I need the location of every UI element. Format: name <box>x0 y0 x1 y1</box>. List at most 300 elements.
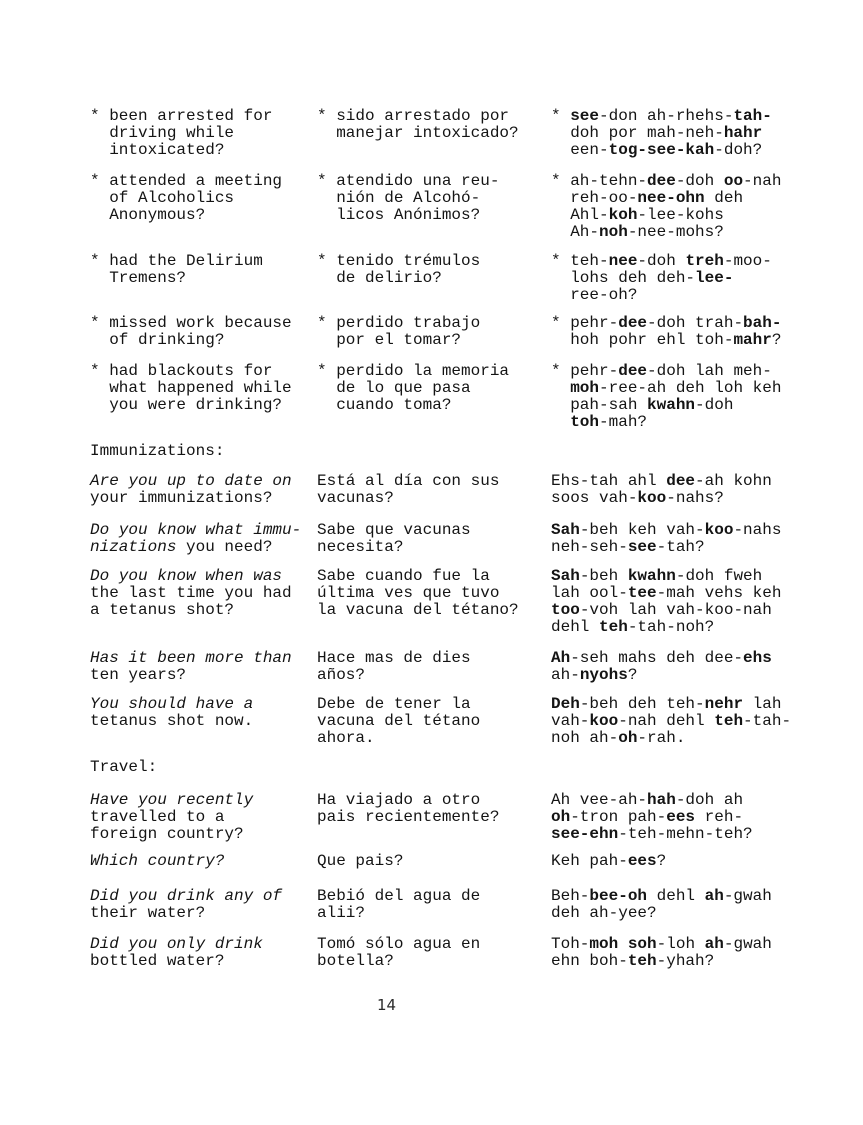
plain-text: nión de Alcohó- <box>336 189 481 207</box>
stressed-syllable: soh <box>627 935 657 953</box>
text-line <box>90 363 317 380</box>
phrase-row <box>90 568 830 636</box>
spanish-cell <box>317 522 551 556</box>
text-line <box>551 397 830 414</box>
text-line <box>317 522 551 539</box>
phrase-row <box>90 792 830 843</box>
text-line <box>317 190 551 207</box>
text-line <box>317 809 551 826</box>
plain-text: Ahl- <box>570 206 609 224</box>
plain-text: een- <box>570 141 609 159</box>
text-line <box>317 585 551 602</box>
pronunciation-cell <box>551 853 830 870</box>
english-cell <box>90 696 317 730</box>
plain-text: Bebió del agua de <box>317 887 481 905</box>
spanish-cell <box>317 363 551 414</box>
stressed-syllable: koo <box>637 489 667 507</box>
text-line <box>90 315 317 332</box>
plain-text: intoxicated? <box>109 141 225 159</box>
plain-text: -rah. <box>637 729 686 747</box>
italic-phrase: nizations <box>90 538 177 556</box>
bullet-indent <box>551 396 570 414</box>
stressed-syllable: ees <box>627 852 657 870</box>
plain-text: ? <box>627 666 638 684</box>
plain-text: vacuna del tétano <box>317 712 481 730</box>
plain-text: Sabe que vacunas <box>317 521 471 539</box>
plain-text: -nahs <box>733 521 782 539</box>
english-cell <box>90 853 317 870</box>
stressed-syllable: see <box>570 107 600 125</box>
plain-text: -doh? <box>714 141 763 159</box>
plain-text: -nahs? <box>666 489 724 507</box>
spanish-cell <box>317 936 551 970</box>
stressed-syllable: lee- <box>695 269 734 287</box>
text-line <box>551 142 830 159</box>
text-line <box>551 490 830 507</box>
italic-phrase: Which country? <box>90 852 225 870</box>
text-line <box>90 713 317 730</box>
phrase-row <box>90 650 830 684</box>
spanish-cell <box>317 696 551 747</box>
plain-text: been arrested for <box>109 107 273 125</box>
text-line <box>551 224 830 241</box>
stressed-syllable: dee <box>618 314 648 332</box>
italic-phrase: Have you recently <box>90 791 254 809</box>
text-line <box>551 792 830 809</box>
plain-text: you need? <box>176 538 273 556</box>
stressed-syllable: oh <box>551 808 571 826</box>
text-line <box>551 473 830 490</box>
text-line <box>317 270 551 287</box>
spanish-cell <box>317 853 551 870</box>
text-line <box>551 173 830 190</box>
stressed-syllable: moh <box>570 379 600 397</box>
italic-phrase: Has it been more than <box>90 649 292 667</box>
plain-text: Ah- <box>570 223 600 241</box>
text-line <box>551 414 830 431</box>
plain-text: your immunizations? <box>90 489 273 507</box>
plain-text: Anonymous? <box>109 206 206 224</box>
text-line <box>317 568 551 585</box>
text-line <box>551 905 830 922</box>
plain-text: -loh <box>656 935 705 953</box>
spanish-cell <box>317 473 551 507</box>
text-line <box>90 173 317 190</box>
plain-text: Tomó sólo agua en <box>317 935 481 953</box>
text-line <box>90 905 317 922</box>
stressed-syllable: treh <box>685 252 724 270</box>
bullet-indent <box>551 206 570 224</box>
plain-text: had the Delirium <box>109 252 263 270</box>
plain-text: -doh <box>695 396 734 414</box>
text-line <box>317 363 551 380</box>
plain-text: ehn boh- <box>551 952 628 970</box>
italic-phrase: Do you know when was <box>90 567 283 585</box>
text-line <box>317 473 551 490</box>
plain-text: pah-sah <box>570 396 648 414</box>
plain-text: hoh pohr ehl toh- <box>570 331 734 349</box>
plain-text: años? <box>317 666 366 684</box>
text-line <box>551 522 830 539</box>
section-header: Travel: <box>90 758 158 776</box>
pronunciation-cell <box>551 473 830 507</box>
bullet-indent <box>317 269 336 287</box>
text-line <box>551 315 830 332</box>
bullet-indent <box>551 124 570 142</box>
plain-text: -nee-mohs? <box>627 223 724 241</box>
bullet-indent <box>317 206 336 224</box>
plain-text: sido arrestado por <box>336 107 510 125</box>
plain-text: -voh lah vah-koo-nah <box>579 601 772 619</box>
stressed-syllable: koo <box>589 712 619 730</box>
bullet-indent <box>317 379 336 397</box>
plain-text: foreign country? <box>90 825 244 843</box>
plain-text: -doh fweh <box>675 567 763 585</box>
plain-text: deh ah-yee? <box>551 904 657 922</box>
stressed-syllable: dee <box>666 472 696 490</box>
plain-text: tetanus shot now. <box>90 712 254 730</box>
plain-text: ah-tehn- <box>570 172 648 190</box>
plain-text: por el tomar? <box>336 331 462 349</box>
bullet-indent <box>90 124 109 142</box>
plain-text: vacunas? <box>317 489 394 507</box>
stressed-syllable: kwahn <box>647 396 696 414</box>
stressed-syllable: dee <box>647 172 676 190</box>
plain-text: perdido trabajo <box>336 314 481 332</box>
text-line <box>551 650 830 667</box>
plain-text: Keh pah- <box>551 852 628 870</box>
pronunciation-cell <box>551 792 830 843</box>
stressed-syllable: Sah <box>551 567 580 585</box>
text-line <box>90 142 317 159</box>
english-cell <box>90 792 317 843</box>
text-line <box>90 568 317 585</box>
plain-text: dehl <box>551 618 600 636</box>
plain-text: -tron pah- <box>570 808 667 826</box>
plain-text: -moo- <box>723 252 772 270</box>
english-cell <box>90 173 317 224</box>
bullet-indent <box>551 223 570 241</box>
plain-text: lah <box>743 695 782 713</box>
text-line <box>551 713 830 730</box>
text-line <box>317 602 551 619</box>
stressed-syllable: koh <box>608 206 638 224</box>
bullet-asterisk: * <box>317 107 337 125</box>
plain-text: ? <box>771 331 782 349</box>
bullet-indent <box>90 379 109 397</box>
plain-text: Sabe cuando fue la <box>317 567 490 585</box>
phrase-row <box>90 696 830 747</box>
text-line <box>90 696 317 713</box>
text-line <box>317 953 551 970</box>
plain-text: ? <box>656 852 667 870</box>
plain-text: pais recientemente? <box>317 808 500 826</box>
plain-text: lohs deh deh- <box>570 269 696 287</box>
stressed-syllable: koo <box>704 521 734 539</box>
text-line <box>551 363 830 380</box>
bullet-asterisk: * <box>90 107 110 125</box>
stressed-syllable: see-ehn <box>551 825 619 843</box>
bullet-indent <box>90 189 109 207</box>
english-cell <box>90 522 317 556</box>
stressed-syllable: teh <box>714 712 744 730</box>
italic-phrase: You should have a <box>90 695 254 713</box>
bullet-indent <box>317 189 336 207</box>
phrase-row <box>90 108 830 159</box>
plain-text: Tremens? <box>109 269 187 287</box>
text-line <box>317 888 551 905</box>
text-line <box>551 826 830 843</box>
pronunciation-cell <box>551 888 830 922</box>
stressed-syllable: noh <box>599 223 628 241</box>
plain-text: missed work because <box>109 314 292 332</box>
text-line <box>90 253 317 270</box>
pronunciation-cell <box>551 108 830 159</box>
plain-text: de delirio? <box>336 269 442 287</box>
plain-text: reh-oo- <box>570 189 638 207</box>
text-line <box>90 826 317 843</box>
english-cell <box>90 568 317 619</box>
spanish-cell <box>317 650 551 684</box>
stressed-syllable: moh <box>589 935 619 953</box>
bullet-asterisk: * <box>551 252 571 270</box>
stressed-syllable: bee-oh <box>589 887 648 905</box>
stressed-syllable: hah <box>647 791 676 809</box>
text-line <box>90 936 317 953</box>
text-line <box>317 315 551 332</box>
text-line <box>90 585 317 602</box>
bullet-asterisk: * <box>317 362 337 380</box>
text-line <box>551 809 830 826</box>
phrase-row <box>90 936 830 970</box>
stressed-syllable: tah- <box>733 107 772 125</box>
text-line <box>90 667 317 684</box>
text-line <box>90 953 317 970</box>
text-line <box>317 125 551 142</box>
plain-text: Ehs-tah ahl <box>551 472 667 490</box>
pronunciation-cell <box>551 522 830 556</box>
text-line <box>551 568 830 585</box>
plain-text: ten years? <box>90 666 187 684</box>
phrase-row <box>90 173 830 241</box>
bullet-asterisk: * <box>551 107 571 125</box>
plain-text: -beh <box>579 567 628 585</box>
plain-text: necesita? <box>317 538 404 556</box>
plain-text: ah- <box>551 666 580 684</box>
english-cell <box>90 315 317 349</box>
text-line <box>317 539 551 556</box>
stressed-syllable: nee-ohn <box>637 189 705 207</box>
plain-text: Beh- <box>551 887 590 905</box>
plain-text: alii? <box>317 904 366 922</box>
plain-text: -nah <box>743 172 782 190</box>
pronunciation-cell <box>551 696 830 747</box>
pronunciation-cell <box>551 363 830 431</box>
text-line <box>317 490 551 507</box>
plain-text: última ves que tuvo <box>317 584 500 602</box>
text-line <box>317 207 551 224</box>
bullet-indent <box>551 189 570 207</box>
stressed-syllable: dee <box>618 362 648 380</box>
pronunciation-cell <box>551 173 830 241</box>
plain-text: -ree-ah deh loh keh <box>599 379 782 397</box>
text-line <box>90 853 317 870</box>
plain-text: -doh <box>637 252 686 270</box>
phrase-row <box>90 253 830 304</box>
plain-text: reh- <box>695 808 744 826</box>
stressed-syllable: ah <box>704 887 724 905</box>
text-line <box>317 667 551 684</box>
spanish-cell <box>317 568 551 619</box>
plain-text: dehl <box>647 887 705 905</box>
stressed-syllable: toh <box>570 413 600 431</box>
bullet-asterisk: * <box>90 252 110 270</box>
stressed-syllable: teh <box>627 952 657 970</box>
plain-text: -mah? <box>599 413 648 431</box>
english-cell <box>90 363 317 414</box>
text-line <box>551 190 830 207</box>
plain-text: botella? <box>317 952 394 970</box>
bullet-indent <box>551 269 570 287</box>
spanish-cell <box>317 253 551 287</box>
bullet-asterisk: * <box>317 252 337 270</box>
plain-text: vah- <box>551 712 590 730</box>
text-line <box>551 539 830 556</box>
plain-text: what happened while <box>109 379 292 397</box>
spanish-cell <box>317 792 551 826</box>
phrase-row <box>90 473 830 507</box>
bullet-asterisk: * <box>317 314 337 332</box>
plain-text: perdido la memoria <box>336 362 510 380</box>
text-line <box>551 108 830 125</box>
plain-text: licos Anónimos? <box>336 206 481 224</box>
plain-text: Que pais? <box>317 852 404 870</box>
text-line <box>317 936 551 953</box>
page-number: 14 <box>377 996 397 1014</box>
english-cell <box>90 936 317 970</box>
plain-text: -nah dehl <box>618 712 715 730</box>
plain-text: -doh ah <box>675 791 744 809</box>
text-line <box>551 125 830 142</box>
plain-text: -lee-kohs <box>637 206 724 224</box>
plain-text: -gwah <box>723 887 772 905</box>
bullet-indent <box>90 331 109 349</box>
plain-text: Está al día con sus <box>317 472 500 490</box>
stressed-syllable: tog-see-kah <box>608 141 715 159</box>
italic-phrase: Did you drink any of <box>90 887 283 905</box>
plain-text: ree-oh? <box>570 286 638 304</box>
bullet-asterisk: * <box>90 314 110 332</box>
plain-text: -doh trah- <box>647 314 744 332</box>
stressed-syllable: Sah <box>551 521 580 539</box>
bullet-indent <box>90 269 109 287</box>
text-line <box>317 650 551 667</box>
bullet-indent <box>317 331 336 349</box>
text-line <box>90 473 317 490</box>
plain-text: -tah? <box>656 538 705 556</box>
text-line <box>551 619 830 636</box>
bullet-indent <box>90 141 109 159</box>
bullet-indent <box>551 413 570 431</box>
stressed-syllable: see <box>627 538 657 556</box>
text-line <box>90 108 317 125</box>
stressed-syllable: hahr <box>723 124 763 142</box>
bullet-indent <box>90 396 109 414</box>
text-line <box>317 253 551 270</box>
text-line <box>551 253 830 270</box>
text-line <box>317 397 551 414</box>
plain-text: pehr- <box>570 362 619 380</box>
plain-text: bottled water? <box>90 952 225 970</box>
stressed-syllable: teh <box>599 618 628 636</box>
phrase-row <box>90 888 830 922</box>
plain-text: driving while <box>109 124 235 142</box>
text-line <box>551 696 830 713</box>
plain-text: -beh deh teh- <box>579 695 705 713</box>
text-line <box>317 332 551 349</box>
text-line <box>551 585 830 602</box>
text-line <box>551 953 830 970</box>
plain-text <box>618 935 628 953</box>
text-line <box>90 207 317 224</box>
plain-text: ahora. <box>317 729 375 747</box>
text-line <box>90 888 317 905</box>
bullet-indent <box>317 396 336 414</box>
text-line <box>90 190 317 207</box>
plain-text: -tah-noh? <box>627 618 715 636</box>
plain-text: -teh-mehn-teh? <box>618 825 753 843</box>
plain-text: Toh- <box>551 935 590 953</box>
text-line <box>90 397 317 414</box>
plain-text: their water? <box>90 904 206 922</box>
stressed-syllable: kwahn <box>627 567 676 585</box>
text-line <box>90 490 317 507</box>
text-line <box>317 173 551 190</box>
phrase-row <box>90 315 830 349</box>
plain-text: tenido trémulos <box>336 252 481 270</box>
text-line <box>551 667 830 684</box>
bullet-asterisk: * <box>90 362 110 380</box>
section-header: Immunizations: <box>90 442 225 460</box>
text-line <box>551 287 830 304</box>
plain-text: de lo que pasa <box>336 379 471 397</box>
stressed-syllable: ees <box>666 808 696 826</box>
stressed-syllable: too <box>551 601 580 619</box>
plain-text: the last time you had <box>90 584 292 602</box>
pronunciation-cell <box>551 568 830 636</box>
text-line <box>551 380 830 397</box>
plain-text: -doh <box>675 172 724 190</box>
stressed-syllable: ah <box>704 935 724 953</box>
plain-text: neh-seh- <box>551 538 628 556</box>
bullet-indent <box>551 286 570 304</box>
bullet-asterisk: * <box>551 172 571 190</box>
plain-text: travelled to a <box>90 808 225 826</box>
english-cell <box>90 253 317 287</box>
text-line <box>551 853 830 870</box>
plain-text: -gwah <box>723 935 772 953</box>
bullet-indent <box>551 379 570 397</box>
text-line <box>551 888 830 905</box>
bullet-indent <box>551 141 570 159</box>
stressed-syllable: nehr <box>704 695 744 713</box>
text-line <box>551 270 830 287</box>
text-line <box>317 905 551 922</box>
bullet-indent <box>90 206 109 224</box>
text-line <box>90 792 317 809</box>
bullet-asterisk: * <box>90 172 110 190</box>
stressed-syllable: ehs <box>743 649 772 667</box>
